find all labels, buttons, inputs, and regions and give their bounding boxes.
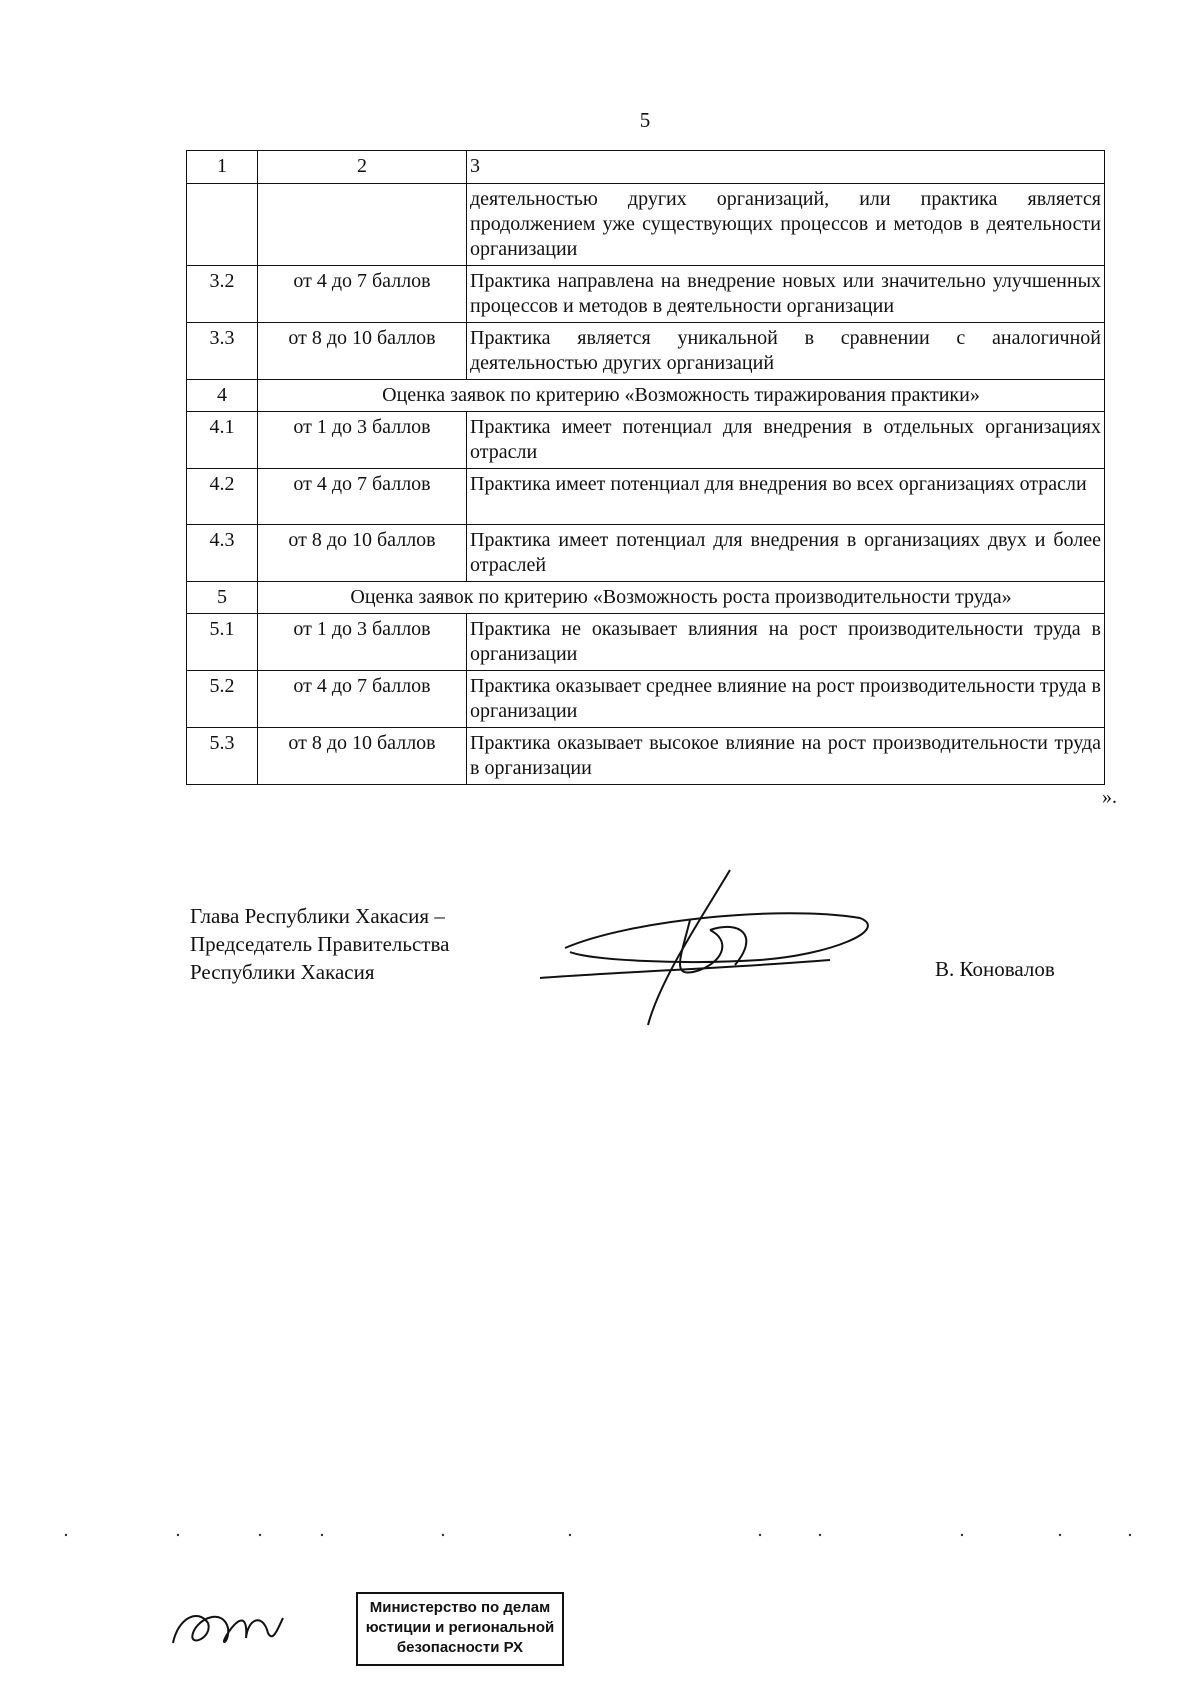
row-number: 5.3	[187, 728, 258, 785]
table-row	[187, 469, 1105, 525]
row-text: деятельностью других организаций, или практика является продолжением уже существующих процессов и методов в деятельности организации	[467, 184, 1105, 266]
section-number: 5	[187, 582, 258, 614]
row-text: Практика имеет потенциал для внедрения во всех организациях отрасли	[467, 469, 1105, 525]
header-cell-2: 2	[258, 151, 467, 184]
section-title: Оценка заявок по критерию «Возможность тиражирования практики»	[258, 380, 1105, 412]
header-cell-3: 3	[467, 151, 1105, 184]
row-score: от 8 до 10 баллов	[258, 728, 467, 785]
signer-title-line: Глава Республики Хакасия –	[190, 904, 445, 928]
signer-title-line: Председатель Правительства	[190, 932, 450, 956]
table-row	[187, 266, 1105, 323]
page-number: 5	[639, 108, 651, 132]
stamp-line: Министерство по делам	[369, 1599, 551, 1616]
table-row	[187, 614, 1105, 671]
row-number: 4.1	[187, 412, 258, 469]
row-score: от 8 до 10 баллов	[258, 525, 467, 582]
scan-dots	[60, 1530, 1140, 1540]
table-row	[187, 323, 1105, 380]
row-text: Практика не оказывает влияния на рост производительности труда в организации	[467, 614, 1105, 671]
table-header-row	[187, 151, 1105, 184]
stamp-line: юстиции и региональной	[365, 1619, 555, 1636]
initials-signature	[168, 1598, 288, 1658]
row-number: 5.1	[187, 614, 258, 671]
row-number: 3.3	[187, 323, 258, 380]
table-row	[187, 412, 1105, 469]
header-cell-1: 1	[187, 151, 258, 184]
row-text: Практика оказывает среднее влияние на рост производительности труда в организации	[467, 671, 1105, 728]
row-score: от 1 до 3 баллов	[258, 412, 467, 469]
row-number: 4.2	[187, 469, 258, 525]
row-text: Практика имеет потенциал для внедрения в отдельных организациях отрасли	[467, 412, 1105, 469]
row-number	[187, 184, 258, 266]
row-score: от 4 до 7 баллов	[258, 469, 467, 525]
section-row	[187, 582, 1105, 614]
section-row	[187, 380, 1105, 412]
handwritten-signature	[530, 860, 890, 1030]
table-row	[187, 728, 1105, 785]
section-number: 4	[187, 380, 258, 412]
section-title: Оценка заявок по критерию «Возможность роста производительности труда»	[258, 582, 1105, 614]
stamp-line: безопасности РХ	[396, 1639, 524, 1656]
row-score: от 4 до 7 баллов	[258, 671, 467, 728]
row-text: Практика оказывает высокое влияние на рост производительности труда в организации	[467, 728, 1105, 785]
table-row	[187, 184, 1105, 266]
row-score: от 4 до 7 баллов	[258, 266, 467, 323]
row-number: 3.2	[187, 266, 258, 323]
row-score: от 1 до 3 баллов	[258, 614, 467, 671]
signer-name: В. Коновалов	[935, 957, 1055, 981]
row-number: 4.3	[187, 525, 258, 582]
row-score	[258, 184, 467, 266]
row-text: Практика имеет потенциал для внедрения в организациях двух и более отраслей	[467, 525, 1105, 582]
row-score: от 8 до 10 баллов	[258, 323, 467, 380]
signer-title	[190, 902, 449, 986]
table-row	[187, 525, 1105, 582]
signer-title-line: Республики Хакасия	[190, 960, 375, 984]
ministry-stamp	[356, 1592, 564, 1666]
closing-quote: ».	[1102, 786, 1117, 808]
criteria-table	[186, 150, 1105, 785]
row-text: Практика направлена на внедрение новых или значительно улучшенных процессов и методов в деятельности организации	[467, 266, 1105, 323]
row-number: 5.2	[187, 671, 258, 728]
table-row	[187, 671, 1105, 728]
row-text: Практика является уникальной в сравнении с аналогичной деятельностью других организаций	[467, 323, 1105, 380]
